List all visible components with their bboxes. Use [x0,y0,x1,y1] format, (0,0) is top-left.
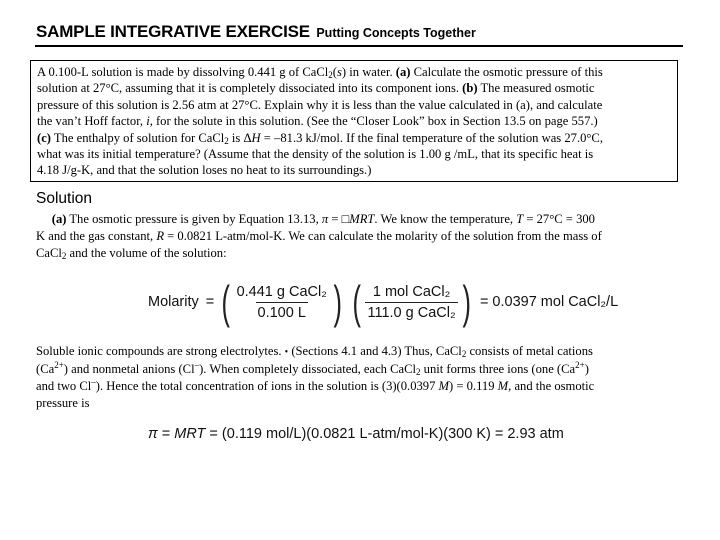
osmotic-pressure-equation: π = MRT = (0.119 mol/L)(0.0821 L-atm/mol-K)(300 K) = 2.93 atm [148,426,564,442]
solution-line: (a) The osmotic pressure is given by Equation 13.13, π = □MRT. We know the temperature, T = 27°C = 300 [51,212,595,226]
problem-line: what was its initial temperature? (Assume that the density of the solution is 1.00 g /mL, that its specific heat is [37,147,594,162]
solution-line: K and the gas constant, R = 0.0821 L-atm/mol-K. We can calculate the molarity of the solution from the mass of [36,229,602,243]
solution-line: CaCl$_2$ and the volume of the solution: [36,246,227,261]
solution-heading: Solution [36,190,93,207]
molarity-result: = 0.0397 mol CaCl₂/L [479,294,619,310]
problem-line: 4.18 J/g-K, and that the solution loses no heat to its surroundings.) [37,163,372,178]
title-underline [35,45,683,47]
solution-part-a-text [36,211,686,262]
mrt-term: MRT [174,426,206,442]
solution-line: Soluble ionic compounds are strong electrolytes. • (Sections 4.1 and 4.3) Thus, CaCl$_2$ consists of metal cations [36,344,593,359]
molarity-equation [148,272,618,332]
problem-line: solution at 27°C, assuming that it is completely dissociated into its component ions. (b) The measured osmotic [37,81,595,96]
problem-line: pressure of this solution is 2.56 atm at 27°C. Explain why it is less than the value calculated in (a), and calculate [37,97,603,112]
open-paren: ( [221,276,231,328]
fraction-denominator: 0.100 L [256,302,308,321]
equals-sign: = [205,294,215,310]
reference-bullet-icon: • [284,347,289,358]
title-main: SAMPLE INTEGRATIVE EXERCISE [36,22,310,41]
problem-line: (c) The enthalpy of solution for CaCl$_2$ is ΔH = –81.3 kJ/mol. If the final temperature of the solution was 27.0°C, [37,130,603,146]
solution-line: $(Ca^{2+})$ and nonmetal anions (Cl–). When completely dissociated, each CaCl$_2$ unit forms three ions (one $(Ca^{2+})$ [36,360,589,377]
solution-line: pressure is [36,396,90,410]
fraction-denominator: 111.0 g CaCl₂ [365,302,457,321]
molar-mass-fraction [365,284,457,321]
solution-part-b-text [36,343,686,412]
mass-over-volume-fraction [235,284,329,321]
problem-line: A 0.100-L solution is made by dissolving 0.441 g of CaCl$_2$(s) in water. (a) Calculate the osmotic pressure of this [37,65,603,80]
title-subtitle: Putting Concepts Together [316,26,476,40]
exercise-title [36,22,476,42]
problem-line: the van’t Hoff factor, i, for the solute in this solution. (See the “Closer Look” box in Section 13.5 on page 557.) [37,114,598,129]
close-paren: ) [462,276,471,328]
open-paren: ( [352,276,362,328]
molarity-label: Molarity [148,294,199,310]
close-paren: ) [333,276,342,328]
pressure-calculation: = (0.119 mol/L)(0.0821 L-atm/mol-K)(300 K) = 2.93 atm [205,426,564,442]
fraction-numerator: 1 mol CaCl₂ [372,283,451,300]
pi-symbol: π [148,426,158,442]
solution-line: and two Cl–). Hence the total concentration of ions in the solution is (3)(0.0397 M) = 0.119 M, and the osmotic [36,377,595,393]
fraction-numerator: 0.441 g CaCl₂ [236,283,327,300]
problem-statement-box [30,60,678,182]
